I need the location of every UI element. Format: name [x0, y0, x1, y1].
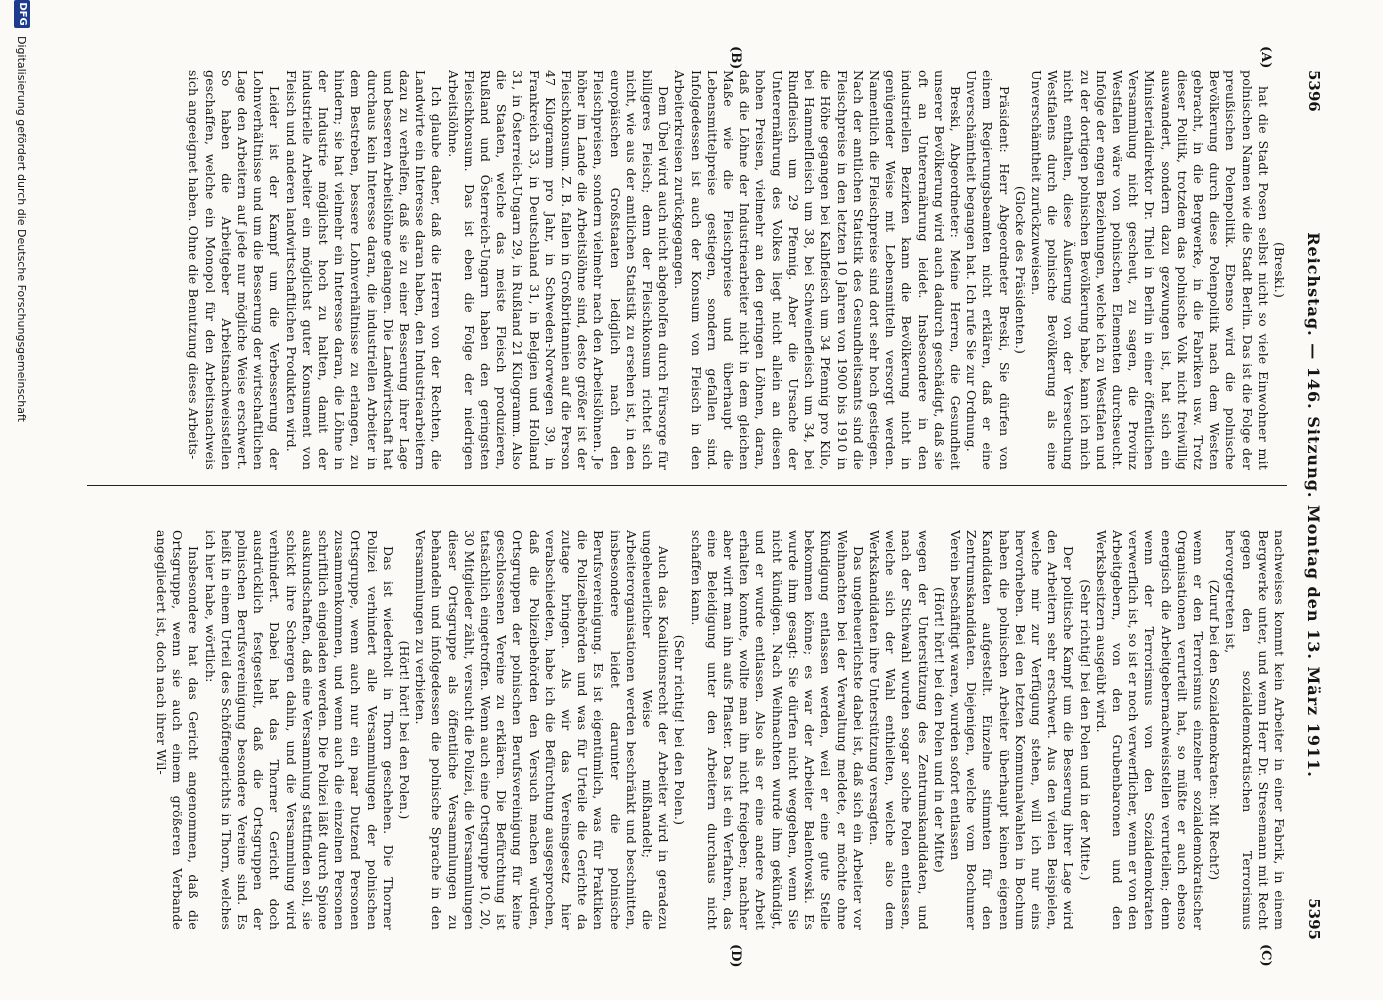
left-column	[87, 70, 1287, 470]
quotation: Insbesondere hat das Gericht angenommen, daß die Ortsgruppe, wenn sie auch einem größeren Verbande angegliedert ist, doch nach ihrer Wil-	[153, 530, 202, 930]
paragraph: Das ungeheuerlichste dabei ist, daß sich ein Arbeiter vor Weihnachten bei der Verwaltung meldete, er möchte ohne Kündigung entlassen werden, weil er eine gute Stelle bekommen könne; es war der Arbeiter Balentowski. Es wurde ihm gesagt: Sie dürfen nicht weggehen, wenn Sie nicht kündigen. Nach Weihnachten wurde ihm gekündigt, und er wurde entlassen. Also als er eine andere Arbeit erhalten konnte, wollte man ihn nicht freigeben; nachher aber wirft man ihn aufs Pflaster. Das ist ein Verfahren, das eine Beleidigung unter den Arbeitern durchaus nicht schaffen kann.	[688, 530, 866, 930]
paragraph: Leider ist der Kampf um die Verbesserung der Lohnverhältnisse und um die Besserung der wirtschaftlichen Lage den Arbeitern auf jede nur mögliche Weise erschwert. So haben die Arbeitgeber Arbeitsnachweisstellen geschaffen, welche ein Monopol für den Arbeitsnachweis sich angeeignet haben. Ohne die Benutzung dieses Arbeits-	[186, 70, 283, 470]
page-number-left: 5396	[1305, 70, 1323, 112]
paragraph: Ich glaube daher, daß die Herren von der Rechten, die Landwirte ein Interesse daran haben, den Industriearbeitern dazu zu verhelfen, daß sie zu einer Besserung ihrer Lage und besseren Arbeitslöhne gelangen. Die Landwirtschaft hat durchaus kein Interesse daran, die industriellen Arbeiter in dem Bestreben, bessere Lohnverhältnisse zu erlangen, zu hindern; sie hat vielmehr ein Interesse daran, die Löhne in der Industrie möglichst hoch zu halten, damit der industrielle Arbeiter ein möglichst guter Konsument von Fleisch und anderen landwirtschaftlichen Produkten wird.	[283, 70, 445, 470]
footer-credit	[8, 0, 28, 1000]
interjection: (Sehr richtig! bei den Polen.)	[672, 634, 688, 826]
interjection: (Sehr richtig! bei den Polen und in der Mitte.)	[1077, 579, 1093, 881]
paragraph: Das ist wiederholt in Thorn geschehen. Die Thorner Polizei verhindert alle Versammlungen der polnischen Ortsgruppe, wenn auch nur ein paar Dutzend Personen zusammenkommen, und wenn auch die einzelnen Personen schriftlich eingeladen werden. Die Polizei läßt durch Spione auskundschaften, daß eine Versammlung stattfinden soll, sie schickt ihre Schergen dahin, und die Versammlung wird verhindert. Dabei hat das Thorner Gericht doch ausdrücklich festgestellt, daß die Ortsgruppen der polnischen Berufsvereinigung besondere Vereine sind. Es heißt in einem Urteil des Schöffengerichts in Thorn, welches ich hier habe, wörtlich:	[202, 530, 396, 930]
paragraph: Der politische Kampf um die Besserung ihrer Lage wird den Arbeitern sehr erschwert. Aus den vielen Beispielen, welche mir zur Verfügung stehen, will ich nur eins hervorheben. Bei den letzten Kommunalwahlen in Bochum haben die polnischen Arbeiter überhaupt keinen eigenen Kandidaten aufgestellt. Einzelne stimmten für den Zentrumskandidaten. Diejenigen, welche vom Bochumer Verein beschäftigt waren, wurden sofort entlassen	[947, 530, 1077, 930]
paragraph: Auch das Koalitionsrecht der Arbeiter wird in geradezu ungeheuerlicher Weise mißhandelt; die Arbeiterorganisationen werden beschränkt und beschnitten, insbesondere leidet darunter die polnische Berufsvereinigung. Es ist eigentümlich, was für Praktiken die Polizeibehörden und was für Urteile die Gerichte da zutage bringen. Als wir das Vereinsgesetz hier verabschiedeten, habe ich die Befürchtung ausgesprochen, daß die Polizeibehörden den Versuch machen würden, Ortsgruppen der polnischen Berufsvereinigung für keine geschlossenen Vereine zu erklären. Die Befürchtung ist tatsächlich eingetroffen. Wenn auch eine Ortsgruppe 10, 20, 30 Mitglieder zählt, versucht die Polizei, die Versammlungen dieser Ortsgruppe als öffentliche Versammlungen zu behandeln und infolgedessen die polnische Sprache in den Versammlungen zu verbieten.	[413, 530, 672, 930]
margin-marker-b: (B)	[728, 46, 743, 70]
page-header	[1289, 70, 1323, 940]
interjection: (Zuruf bei den Sozialdemokraten: Mit Recht?)	[1207, 579, 1223, 881]
page-number-right: 5395	[1305, 898, 1323, 940]
dfg-logo-icon: DFG	[14, 0, 30, 28]
column-divider	[87, 485, 1287, 486]
paragraph: Dem Übel wird auch nicht abgeholfen durch Fürsorge für billigeres Fleisch; denn der Fleischkonsum richtet sich nicht, wie aus der amtlichen Statistik zu ersehen ist, in den europäischen Großstaaten lediglich nach den Fleischpreisen, sondern vielmehr nach den Arbeitslöhnen. Je höher im Lande die Arbeitslöhne sind, desto größer ist der Fleischkonsum. Z. B. fallen in Großbritannien auf die Person 47 Kilogramm pro Jahr, in Schweden-Norwegen 39, in Frankreich 33, in Deutschland 31, in Belgien und Holland 31, in Österreich-Ungarn 29, in Rußland 21 Kilogramm. Also die Staaten, welche das meiste Fleisch produzieren, Rußland und Österreich-Ungarn haben den geringsten Fleischkonsum. Das ist eben die Folge der niedrigen Arbeitslöhne.	[445, 70, 672, 470]
paragraph: hat die Stadt Posen selbst nicht so viele Einwohner mit polnischen Namen wie die Stadt Berlin. Das ist die Folge der preußischen Polenpolitik. Ebenso wird die polnische Bevölkerung durch diese Polenpolitik nach dem Westen gebracht, in die Bergwerke, in die Fabriken usw. Trotz dieser Politik, trotzdem das polnische Volk nicht freiwillig auswandert, sondern dazu gezwungen ist, hat sich ein Ministerialdirektor Dr. Thiel in Berlin in einer öffentlichen Versammlung nicht gescheut, zu sagen, die Provinz Westfalen wäre von polnischen Elementen durchseucht. Infolge der engen Beziehungen, welche ich zu Westfalen und zu der dortigen polnischen Bevölkerung habe, kann ich mich nicht enthalten, diese Äußerung von der Verseuchung Westfalens durch die polnische Bevölkerung als eine Unverschämtheit zurückzuweisen.	[1028, 70, 1271, 470]
credit-text: Digitalisierung gefördert durch die Deutsche Forschungsgemeinschaft	[15, 36, 28, 422]
paragraph: wenn er den Terrorismus einzelner sozialdemokratischer Organisationen verurteilt hat, so müßte er auch ebenso energisch die Arbeitgebernachweisstellen verurteilen; denn wenn der Terrorismus von den Sozialdemokraten verwerflich ist, so ist er noch verwerflicher, wenn er von den Arbeitgebern, von den Grubenbaronen und den Werksbesitzern ausgeübt wird.	[1093, 530, 1206, 930]
interjection: (Hört! hört! bei den Polen und in der Mitte)	[931, 587, 947, 873]
interjection: (Hört! hört! bei den Polen.)	[397, 640, 413, 820]
margin-marker-a: (A)	[1258, 46, 1273, 69]
speaker-note: (Breski.)	[1272, 241, 1287, 299]
page-title: Reichstag. — 146. Sitzung. Montag den 13. März 1911.	[1304, 232, 1323, 778]
paragraph: wegen der Unterstützung des Zentrumskandidaten, und nach der Stichwahl wurden sogar solche Polen entlassen, welche sich der Wahl enthielten, welche also dem Werkskandidaten ihre Unterstützung versagten.	[866, 530, 931, 930]
interjection: (Glocke des Präsidenten.)	[1012, 185, 1028, 355]
paragraph: nachweises kommt kein Arbeiter in einer Fabrik, in einem Bergwerke unter, und wenn Herr Dr. Stresemann mit Recht gegen den sozialdemokratischen Terrorismus hervorgetreten ist,	[1223, 530, 1287, 930]
margin-marker-c: (C)	[1258, 944, 1273, 967]
paragraph: Präsident: Herr Abgeordneter Breski, Sie dürfen von einem Regierungsbeamten nicht erklären, daß er eine Unverschämtheit begangen hat. Ich rufe Sie zur Ordnung.	[964, 70, 1012, 470]
paragraph: Breski, Abgeordneter: Meine Herren, die Gesundheit unserer Bevölkerung wird auch dadurch geschädigt, daß sie oft an Unterernährung leidet. Insbesondere in den industriellen Bezirken kann die Bevölkerung nicht in genügender Weise mit Lebensmitteln versorgt werden. Namentlich die Fleischpreise sind dort sehr hoch gestiegen. Nach der amtlichen Statistik des Gesundheitsamts sind die Fleischpreise in den letzten 10 Jahren von 1900 bis 1910 in die Höhe gegangen bei Kalbfleisch um 34 Pfennig pro Kilo, bei Hammelfleisch um 38, bei Schweinefleisch um 34, bei Rindfleisch um 29 Pfennig. Aber die Ursache der Unterernährung des Volkes liegt nicht allein an diesen hohen Preisen, vielmehr an den geringen Löhnen, daran, daß die Löhne der Industriearbeiter nicht in dem gleichen Maße wie die Fleischpreise und überhaupt die Lebensmittelpreise gestiegen, sondern gefallen sind. Infolgedessen ist auch der Konsum von Fleisch in den Arbeiterkreisen zurückgegangen.	[672, 70, 963, 470]
margin-marker-d: (D)	[728, 944, 743, 968]
right-column	[87, 530, 1287, 930]
